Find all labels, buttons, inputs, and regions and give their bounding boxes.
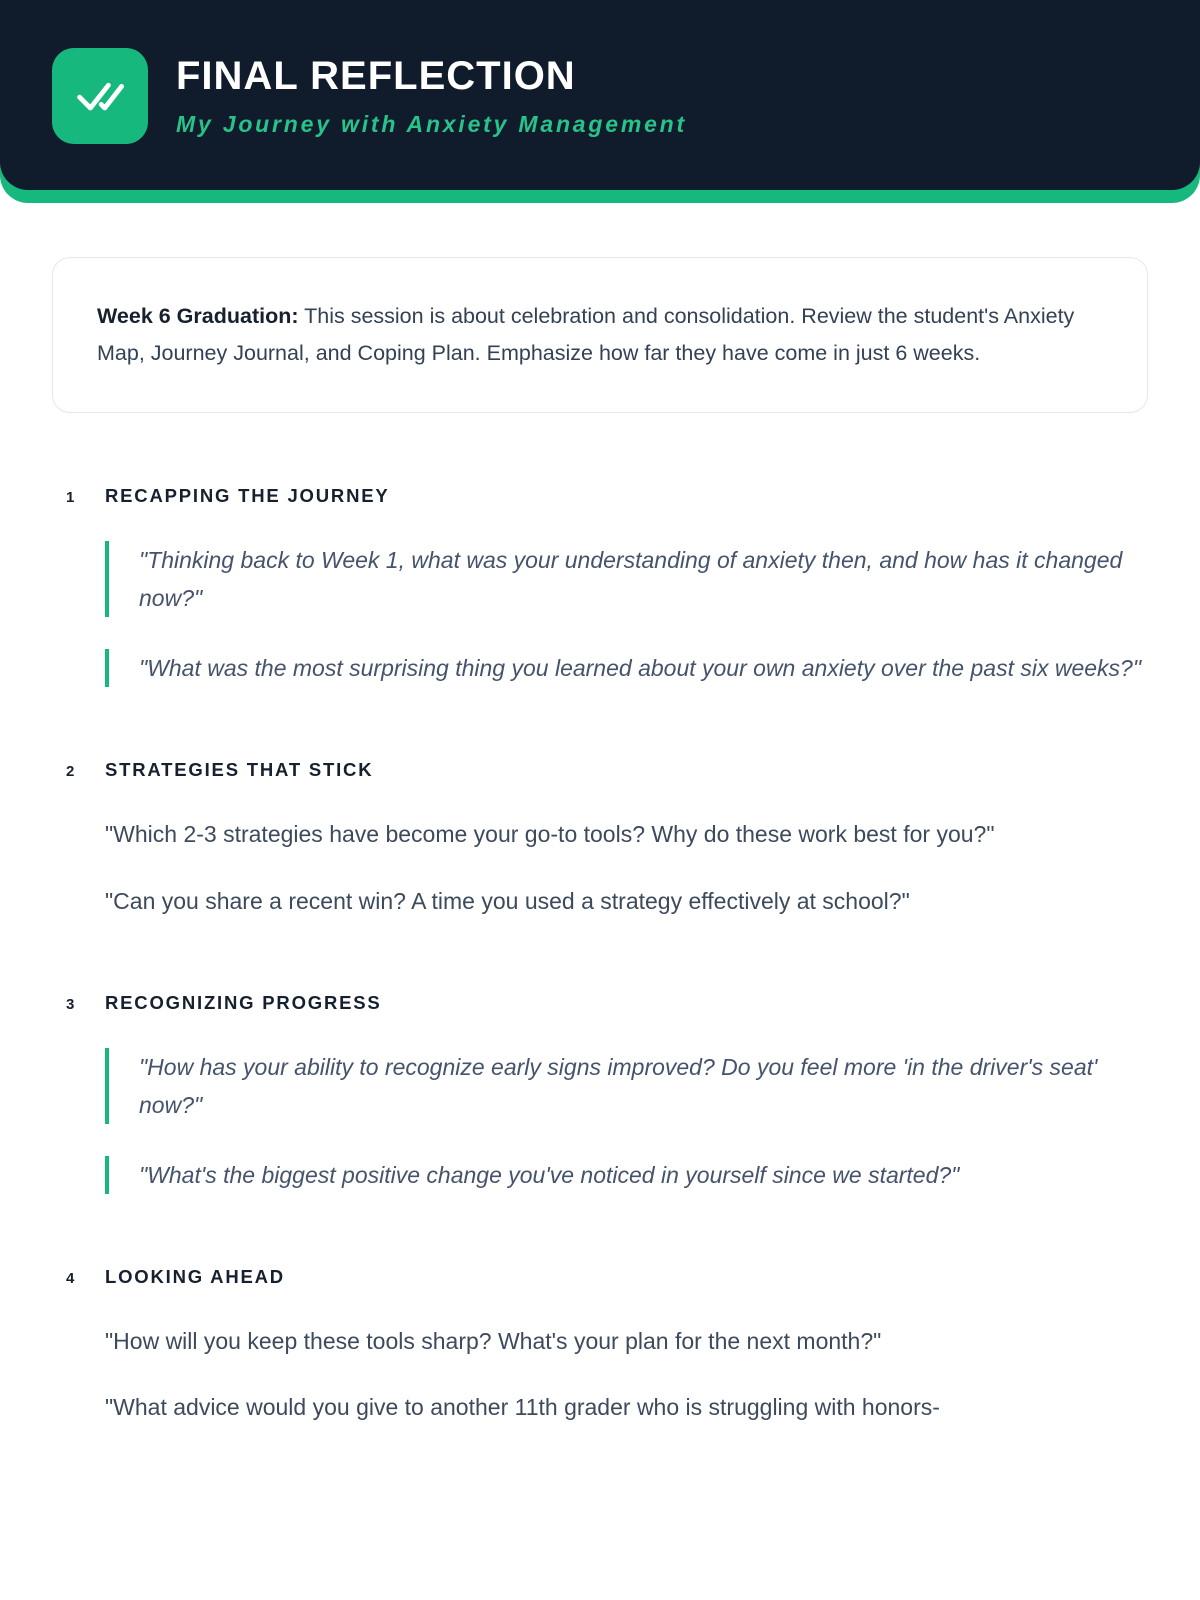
page-title: FINAL REFLECTION bbox=[176, 54, 576, 98]
discussion-prompt: "What advice would you give to another 11th grader who is struggling with honors- bbox=[105, 1394, 940, 1421]
coach-quote: "Thinking back to Week 1, what was your understanding of anxiety then, and how has it changed now?" bbox=[105, 541, 1148, 617]
session-note-label: Week 6 Graduation: bbox=[97, 304, 299, 328]
section-heading bbox=[52, 992, 1148, 1014]
section-heading bbox=[52, 485, 1148, 507]
section-recapping-the-journey bbox=[52, 485, 1148, 688]
header-titles bbox=[176, 54, 687, 138]
double-check-icon bbox=[52, 48, 148, 144]
session-note-callout bbox=[52, 257, 1148, 413]
discussion-prompt: "How will you keep these tools sharp? What's your plan for the next month?" bbox=[105, 1328, 882, 1355]
section-looking-ahead bbox=[52, 1266, 1148, 1426]
coach-quote: "How has your ability to recognize early signs improved? Do you feel more 'in the driver's seat' now?" bbox=[105, 1048, 1148, 1124]
header-dark-panel bbox=[0, 0, 1200, 190]
section-items bbox=[105, 1048, 1148, 1195]
section-title: STRATEGIES THAT STICK bbox=[105, 759, 374, 781]
section-items bbox=[105, 815, 1148, 919]
discussion-prompt: "Which 2-3 strategies have become your go-to tools? Why do these work best for you?" bbox=[105, 821, 995, 848]
section-items bbox=[105, 541, 1148, 688]
coach-quote: "What's the biggest positive change you've noticed in yourself since we started?" bbox=[105, 1156, 1148, 1194]
sections-container bbox=[0, 485, 1200, 1487]
section-number: 4 bbox=[66, 1270, 75, 1288]
discussion-prompt: "Can you share a recent win? A time you used a strategy effectively at school?" bbox=[105, 887, 910, 914]
section-items bbox=[105, 1322, 1148, 1426]
session-note-text: Week 6 Graduation: This session is about celebration and consolidation. Review the student's Anxiety Map, Journey Journal, and Coping Plan. Emphasize how far they have come in just 6 weeks. bbox=[97, 304, 1075, 365]
section-number: 3 bbox=[66, 995, 75, 1013]
section-heading bbox=[52, 759, 1148, 781]
section-number: 1 bbox=[66, 488, 75, 506]
coach-quote: "What was the most surprising thing you learned about your own anxiety over the past six weeks?" bbox=[105, 649, 1148, 687]
page-subtitle: My Journey with Anxiety Management bbox=[176, 111, 687, 137]
section-heading bbox=[52, 1266, 1148, 1288]
section-number: 2 bbox=[66, 763, 75, 781]
section-title: LOOKING AHEAD bbox=[105, 1266, 285, 1288]
section-title: RECAPPING THE JOURNEY bbox=[105, 484, 390, 506]
document-header bbox=[0, 0, 1200, 203]
section-strategies-that-stick bbox=[52, 759, 1148, 919]
section-recognizing-progress bbox=[52, 992, 1148, 1195]
section-title: RECOGNIZING PROGRESS bbox=[105, 991, 382, 1013]
